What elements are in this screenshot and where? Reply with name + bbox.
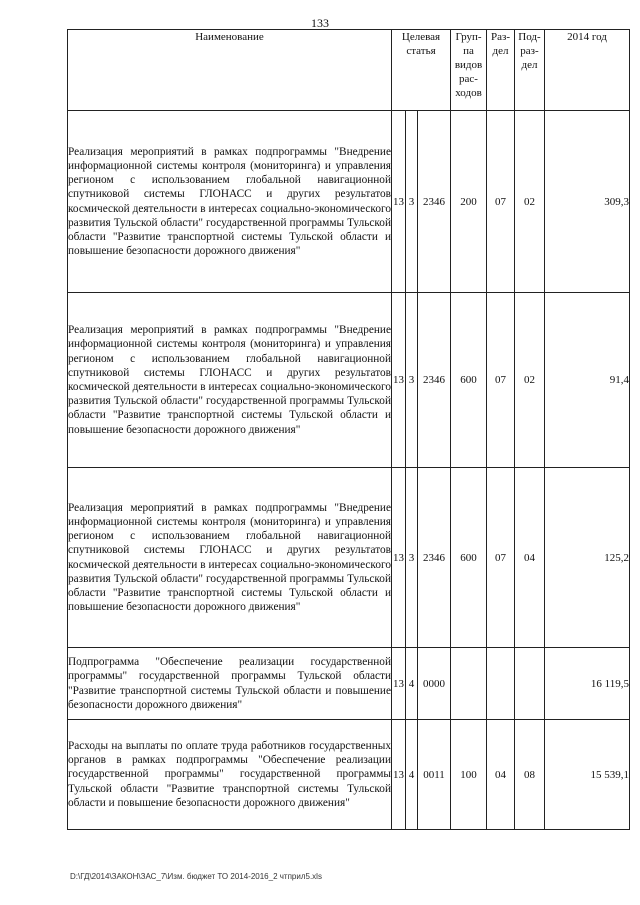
cell-amount: 309,3: [545, 111, 630, 293]
cell-c3: 0000: [418, 648, 451, 720]
cell-subsection: 08: [515, 720, 545, 830]
cell-c2: 4: [406, 648, 418, 720]
cell-c3: 2346: [418, 293, 451, 468]
table-row: [68, 720, 630, 830]
cell-name: Подпрограмма "Обеспечение реализации государственной программы" государственной программы Тульской области "Развитие транспортной системы Тульской области и повышение безопасности дорожного движения": [68, 648, 392, 720]
cell-section: 07: [487, 111, 515, 293]
cell-section: [487, 648, 515, 720]
cell-c3: 0011: [418, 720, 451, 830]
cell-c3: 2346: [418, 468, 451, 648]
table-row: [68, 293, 630, 468]
cell-group: 200: [451, 111, 487, 293]
header-section: Раз-дел: [487, 30, 515, 111]
cell-subsection: [515, 648, 545, 720]
cell-c1: 13: [392, 111, 406, 293]
header-target-article: Целевая статья: [392, 30, 451, 111]
cell-c2: 3: [406, 111, 418, 293]
cell-name: Реализация мероприятий в рамках подпрограммы "Внедрение информационной системы контроля (мониторинга) и управления регионом с использованием глобальной навигационной спутниковой системы ГЛОНАСС и других результатов космической деятельности в интересах социально-экономического развития Тульской области" государственной программы Тульской области "Развитие транспортной системы Тульской области и повышение безопасности дорожного движения": [68, 468, 392, 648]
cell-subsection: 02: [515, 111, 545, 293]
file-path-footer: D:\ГД\2014\ЗАКОН\ЗАС_7\Изм. бюджет ТО 2014-2016_2 чтприл5.xls: [70, 872, 322, 881]
cell-section: 04: [487, 720, 515, 830]
cell-c2: 3: [406, 293, 418, 468]
cell-name: Расходы на выплаты по оплате труда работников государственных органов в рамках подпрограммы "Обеспечение реализации государственной программы" государственной программы Тульской области "Развитие транспортной системы Тульской области и повышение безопасности дорожного движения": [68, 720, 392, 830]
cell-amount: 15 539,1: [545, 720, 630, 830]
cell-c1: 13: [392, 648, 406, 720]
header-expense-group: Груп-па видов рас-ходов: [451, 30, 487, 111]
cell-name: Реализация мероприятий в рамках подпрограммы "Внедрение информационной системы контроля (мониторинга) и управления регионом с использованием глобальной навигационной спутниковой системы ГЛОНАСС и других результатов космической деятельности в интересах социально-экономического развития Тульской области" государственной программы Тульской области "Развитие транспортной системы Тульской области и повышение безопасности дорожного движения": [68, 111, 392, 293]
table-row: [68, 468, 630, 648]
cell-amount: 125,2: [545, 468, 630, 648]
page-number: 133: [311, 16, 329, 30]
cell-c2: 4: [406, 720, 418, 830]
cell-c1: 13: [392, 720, 406, 830]
cell-section: 07: [487, 293, 515, 468]
cell-group: [451, 648, 487, 720]
cell-c3: 2346: [418, 111, 451, 293]
table-row: [68, 648, 630, 720]
cell-c1: 13: [392, 293, 406, 468]
cell-amount: 91,4: [545, 293, 630, 468]
cell-subsection: 02: [515, 293, 545, 468]
cell-group: 600: [451, 293, 487, 468]
cell-subsection: 04: [515, 468, 545, 648]
cell-c1: 13: [392, 468, 406, 648]
cell-c2: 3: [406, 468, 418, 648]
cell-name: Реализация мероприятий в рамках подпрограммы "Внедрение информационной системы контроля (мониторинга) и управления регионом с использованием глобальной навигационной спутниковой системы ГЛОНАСС и других результатов космической деятельности в интересах социально-экономического развития Тульской области" государственной программы Тульской области "Развитие транспортной системы Тульской области и повышение безопасности дорожного движения": [68, 293, 392, 468]
header-name: Наименование: [68, 30, 392, 111]
table-header-row: [68, 30, 630, 111]
table-row: [68, 111, 630, 293]
budget-table: [67, 29, 630, 830]
cell-group: 600: [451, 468, 487, 648]
header-year: 2014 год: [545, 30, 630, 111]
cell-group: 100: [451, 720, 487, 830]
cell-section: 07: [487, 468, 515, 648]
header-subsection: Под-раз-дел: [515, 30, 545, 111]
cell-amount: 16 119,5: [545, 648, 630, 720]
